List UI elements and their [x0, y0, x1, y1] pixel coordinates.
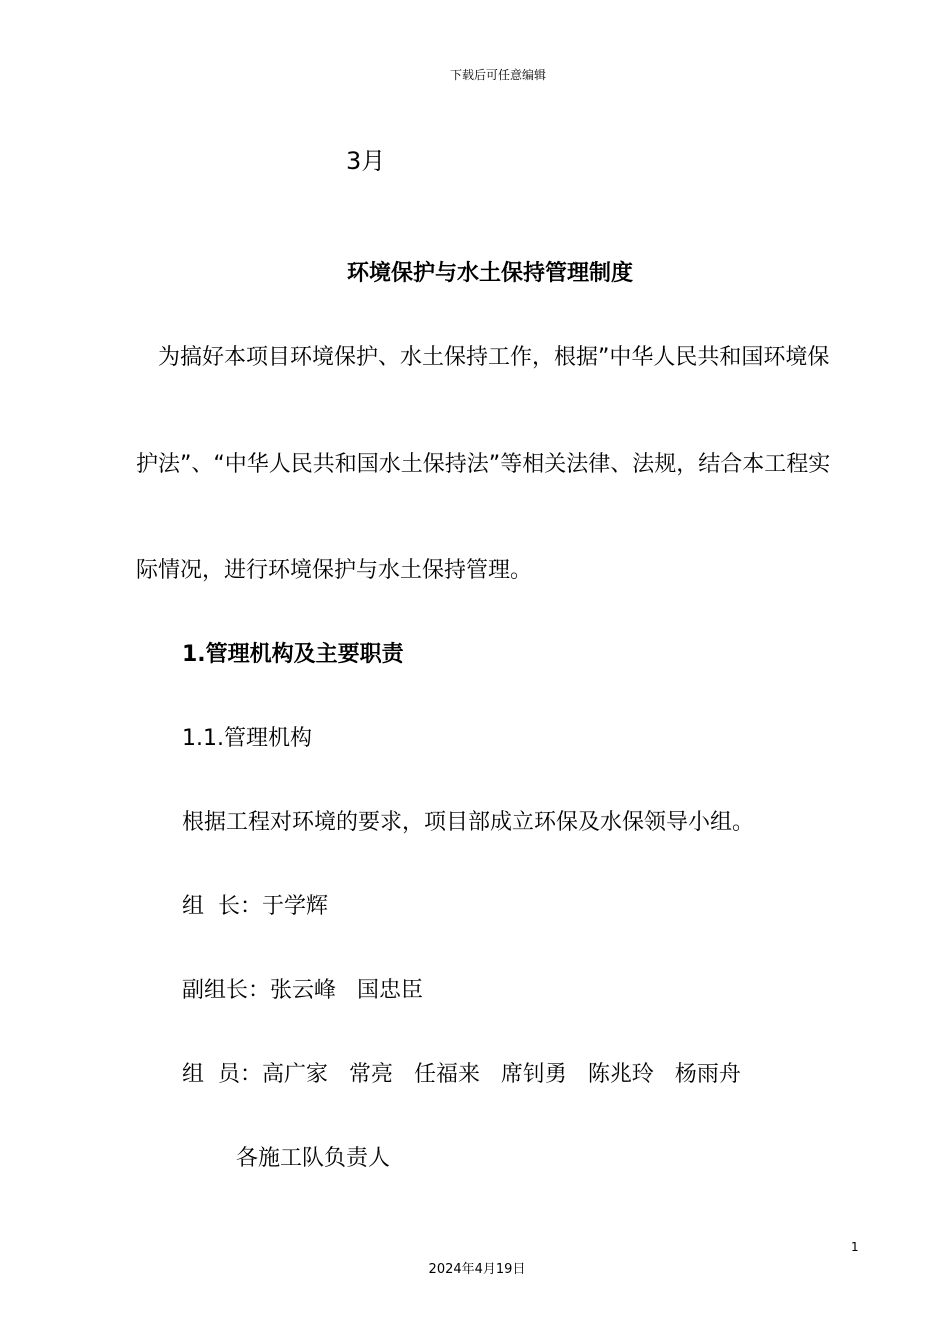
- page-number: 1: [851, 1240, 859, 1254]
- intro-line-2: 护法”、“中华人民共和国水土保持法”等相关法律、法规，结合本工程实: [136, 452, 831, 477]
- page-header: 下载后可任意编辑: [449, 68, 546, 82]
- intro-line-1: 为搞好本项目环境保护、水土保持工作，根据”中华人民共和国环境保: [136, 345, 830, 370]
- document-title: 环境保护与水土保持管理制度: [347, 261, 634, 286]
- section-body: 根据工程对环境的要求，项目部成立环保及水保领导小组。: [182, 810, 755, 835]
- leader-line: 组 长：于学辉: [182, 894, 328, 919]
- members-continuation: 各施工队负责人: [236, 1146, 391, 1171]
- intro-line-3: 际情况，进行环境保护与水土保持管理。: [136, 558, 533, 583]
- section-heading: 1.管理机构及主要职责: [182, 642, 404, 667]
- subsection-heading: 1.1.管理机构: [182, 726, 312, 751]
- deputy-line: 副组长：张云峰 国忠臣: [182, 978, 423, 1003]
- footer-date: 2024年4月19日: [428, 1262, 526, 1277]
- document-month: 3月: [346, 147, 386, 175]
- members-line: 组 员：高广家 常亮 任福来 席钊勇 陈兆玲 杨雨舟: [182, 1062, 741, 1087]
